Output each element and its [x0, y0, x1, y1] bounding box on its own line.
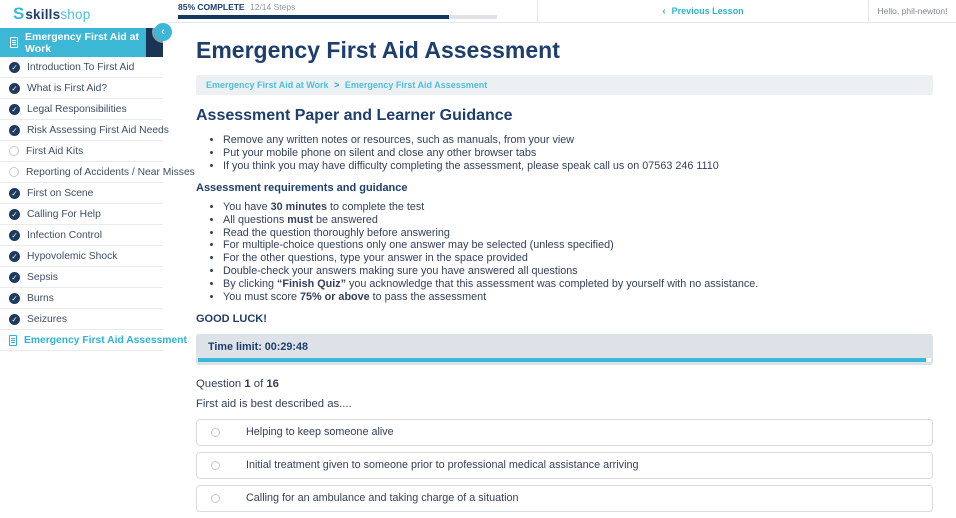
- question-of: of: [250, 377, 267, 390]
- sidebar-course-item[interactable]: [0, 288, 163, 309]
- progress-percent-label: 85% COMPLETE: [178, 2, 245, 12]
- sidebar-item-label: Legal Responsibilities: [27, 103, 127, 115]
- bullet-item: • By clicking “Finish Quiz” you acknowledge that this assessment was completed by yourself with no assistance.: [223, 278, 933, 291]
- section-title: Assessment Paper and Learner Guidance: [196, 107, 513, 124]
- user-greeting: Hello, phil-newton!: [877, 6, 948, 16]
- lesson-content: [163, 23, 956, 518]
- check-icon: ✓: [9, 272, 20, 283]
- check-icon: ✓: [9, 83, 20, 94]
- check-icon: ✓: [9, 230, 20, 241]
- topbar: [163, 0, 956, 23]
- question-prompt: First aid is best described as....: [196, 397, 352, 410]
- bullet-item: • If you think you may have difficulty completing the assessment, please speak call us on 07563 246 1110: [223, 160, 933, 173]
- check-icon: ✓: [9, 209, 20, 220]
- chevron-left-icon: ‹: [662, 5, 666, 17]
- answer-option-label: Calling for an ambulance and taking charge of a situation: [246, 492, 519, 505]
- answer-option-label: Initial treatment given to someone prior to professional medical assistance arriving: [246, 459, 639, 472]
- sidebar-item-label: Calling For Help: [27, 208, 101, 220]
- check-icon: ✓: [9, 62, 20, 73]
- answer-option[interactable]: [196, 452, 933, 479]
- sidebar-course-item[interactable]: [0, 120, 169, 141]
- sidebar-item-label: Introduction To First Aid: [27, 61, 135, 73]
- bullet-item: • Remove any written notes or resources, such as manuals, from your view: [223, 134, 933, 147]
- breadcrumb: [196, 75, 933, 95]
- sidebar-item-label: Seizures: [27, 313, 68, 325]
- requirements-heading: Assessment requirements and guidance: [196, 181, 408, 194]
- sidebar-course-item[interactable]: [0, 267, 163, 288]
- sidebar-course-item[interactable]: [0, 141, 163, 162]
- sidebar-item-label: Reporting of Accidents / Near Misses: [26, 166, 195, 178]
- timer-bar-track: [198, 358, 931, 362]
- time-limit-box: [196, 334, 933, 365]
- previous-lesson-label: Previous Lesson: [671, 6, 744, 16]
- sidebar: [0, 0, 195, 450]
- content-column: [163, 0, 956, 505]
- sidebar-item-label: First on Scene: [27, 187, 94, 199]
- check-icon: ✓: [9, 314, 20, 325]
- answer-option[interactable]: [196, 485, 933, 512]
- check-icon: ✓: [9, 293, 20, 304]
- check-icon: ✓: [9, 125, 20, 136]
- course-header: [0, 28, 163, 57]
- sidebar-course-item[interactable]: [0, 204, 163, 225]
- question-total: 16: [266, 377, 279, 390]
- sidebar-item-label: Sepsis: [27, 271, 58, 283]
- question-prefix: Question: [196, 377, 245, 390]
- check-icon: ✓: [9, 251, 20, 262]
- empty-circle-icon: [9, 167, 19, 177]
- bullet-item: • You have 30 minutes to complete the test: [223, 201, 933, 214]
- course-progress: [163, 0, 537, 22]
- progress-bar-track: [178, 15, 497, 19]
- sidebar-item-label: Emergency First Aid Assessment: [24, 334, 187, 346]
- sidebar-item-label: Hypovolemic Shock: [27, 250, 118, 262]
- sidebar-course-item[interactable]: [0, 225, 163, 246]
- sidebar-course-item[interactable]: [0, 99, 163, 120]
- bullet-item: • All questions must be answered: [223, 214, 933, 227]
- radio-button-icon[interactable]: [211, 428, 220, 437]
- good-luck-text: GOOD LUCK!: [196, 312, 267, 325]
- bullet-item: • Put your mobile phone on silent and close any other browser tabs: [223, 147, 933, 160]
- sidebar-item-label: Burns: [27, 292, 54, 304]
- prep-rules-list: [196, 134, 933, 173]
- document-icon: [9, 335, 17, 346]
- sidebar-course-item[interactable]: [0, 330, 187, 351]
- answer-option-label: Helping to keep someone alive: [246, 426, 394, 439]
- breadcrumb-separator: >: [334, 80, 340, 90]
- sidebar-course-item[interactable]: [0, 57, 163, 78]
- answer-options-list: [196, 419, 933, 512]
- sidebar-course-item[interactable]: [0, 309, 163, 330]
- question-counter: [196, 378, 933, 390]
- breadcrumb-current[interactable]: Emergency First Aid Assessment: [344, 80, 488, 90]
- sidebar-course-item[interactable]: [0, 78, 163, 99]
- requirements-list: [196, 201, 933, 304]
- sidebar-item-label: Infection Control: [27, 229, 102, 241]
- logo-text-dark: skills: [25, 6, 61, 22]
- timer-bar-fill: [198, 358, 926, 362]
- logo-text-light: shop: [60, 6, 91, 22]
- sidebar-course-item[interactable]: [0, 183, 163, 204]
- question-number: 1: [244, 377, 251, 390]
- sidebar-collapse-button[interactable]: ‹: [154, 23, 172, 41]
- bullet-item: • Read the question thoroughly before answering: [223, 227, 933, 240]
- empty-circle-icon: [9, 146, 19, 156]
- clipboard-icon: [10, 37, 18, 48]
- radio-button-icon[interactable]: [211, 494, 220, 503]
- answer-option[interactable]: [196, 419, 933, 446]
- breadcrumb-parent[interactable]: Emergency First Aid at Work: [206, 80, 329, 90]
- previous-lesson-link[interactable]: [538, 0, 868, 22]
- check-icon: ✓: [9, 188, 20, 199]
- sidebar-item-label: Risk Assessing First Aid Needs: [27, 124, 169, 136]
- progress-labels: [178, 3, 537, 12]
- bullet-item: • Double-check your answers making sure you have answered all questions: [223, 265, 933, 278]
- skillshop-logo[interactable]: [0, 0, 163, 28]
- progress-steps-label: 12/14 Steps: [249, 2, 296, 12]
- bullet-item: • For multiple-choice questions only one answer may be selected (unless specified): [223, 239, 933, 252]
- progress-bar-fill: [178, 15, 449, 19]
- sidebar-course-item[interactable]: [0, 162, 195, 183]
- radio-button-icon[interactable]: [211, 461, 220, 470]
- sidebar-item-label: What is First Aid?: [27, 82, 108, 94]
- bullet-item: • For the other questions, type your answer in the space provided: [223, 252, 933, 265]
- time-limit-label: Time limit: 00:29:48: [208, 340, 309, 353]
- sidebar-list: [0, 57, 195, 351]
- sidebar-item-label: First Aid Kits: [26, 145, 84, 157]
- page-title: Emergency First Aid Assessment: [196, 37, 560, 63]
- logo-s-icon: S: [13, 4, 25, 23]
- check-icon: ✓: [9, 104, 20, 115]
- sidebar-course-item[interactable]: [0, 246, 163, 267]
- bullet-item: • You must score 75% or above to pass the assessment: [223, 291, 933, 304]
- course-title: Emergency First Aid at Work: [25, 30, 139, 55]
